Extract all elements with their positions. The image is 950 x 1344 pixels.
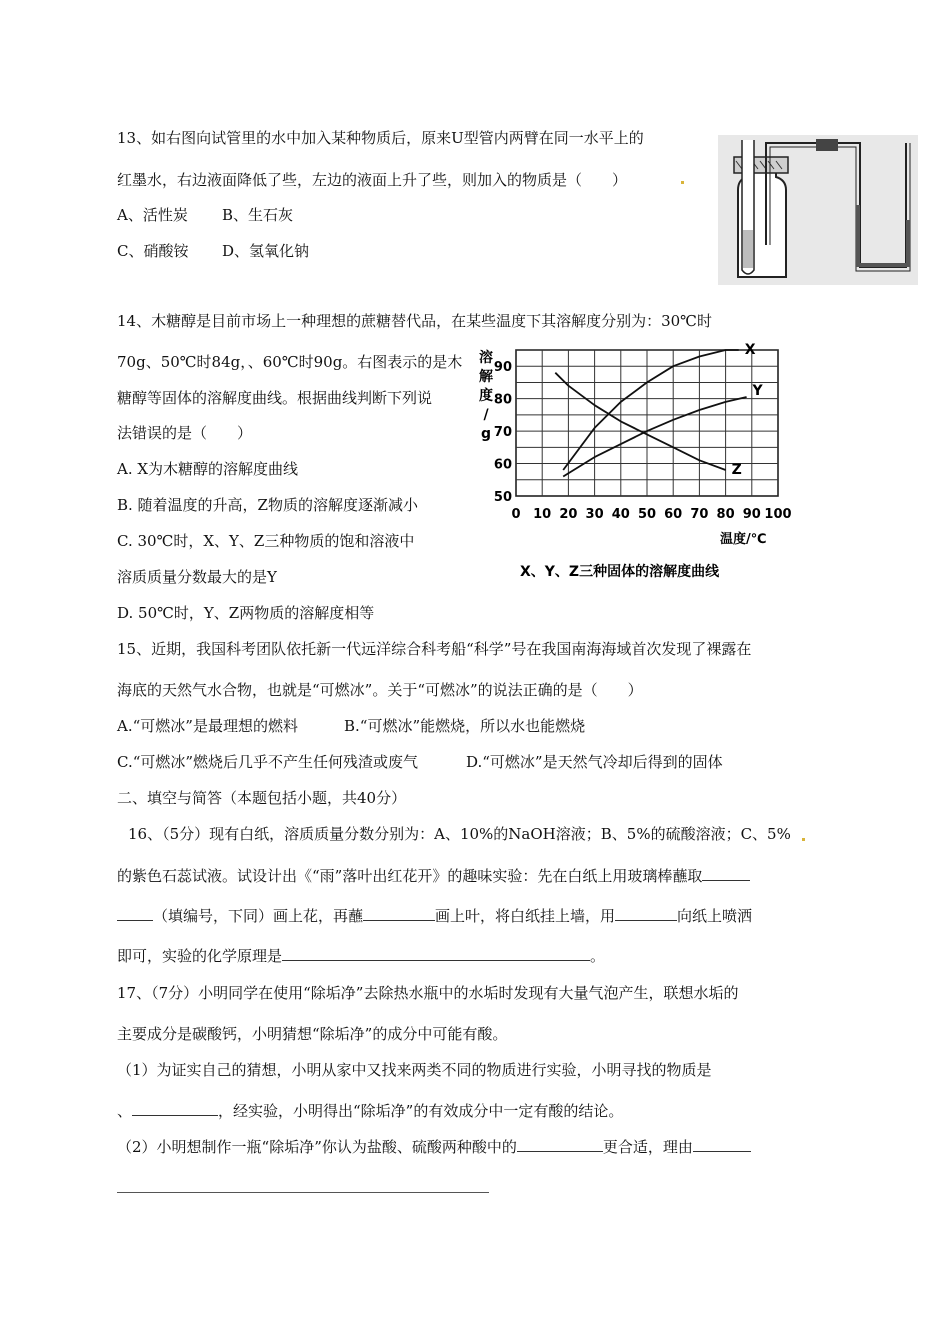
- q14-line3: 糖醇等固体的溶解度曲线。根据曲线判断下列说: [117, 389, 433, 407]
- curve-y: [563, 397, 746, 477]
- q16-line3-text: [117, 906, 752, 926]
- q13-line1: 13、如右图向试管里的水中加入某种物质后，原来U型管内两臂在同一水平上的: [117, 129, 644, 147]
- x-tick-label: 30: [585, 507, 604, 522]
- q17-blank-1[interactable]: [132, 1101, 218, 1116]
- y-label-char: 解: [479, 369, 493, 385]
- x-tick-label: 60: [664, 507, 683, 522]
- chart-y-ticks: [494, 360, 512, 505]
- q17-sub2-part-a: （2）小明想制作一瓶“除垢净”你认为盐酸、硫酸两种酸中的: [117, 1138, 517, 1156]
- q17-sub1-line2-text: [117, 1101, 623, 1121]
- x-tick-label: 20: [559, 507, 578, 522]
- q16-line2: 的紫色石蕊试液。试设计出《“雨”落叶出红花开》的趣味实验：先在白纸上用玻璃棒蘸取: [117, 867, 703, 885]
- q16-line4-part-a: 即可，实验的化学原理是: [117, 947, 283, 965]
- y-tick-label: 80: [493, 392, 512, 408]
- q16-line3-part-c: 向纸上喷洒: [677, 907, 753, 925]
- x-tick-label: 80: [716, 507, 735, 522]
- yellow-mark: [681, 181, 684, 184]
- y-tick-label: 60: [493, 457, 512, 473]
- q14-line1: 14、木糖醇是目前市场上一种理想的蔗糖替代品，在某些温度下其溶解度分别为：30℃时: [117, 312, 712, 330]
- q17-line2: 主要成分是碳酸钙，小明猜想“除垢净”的成分中可能有酸。: [117, 1025, 508, 1043]
- chart-curves: [555, 342, 763, 478]
- q13-option-b: B、生石灰: [222, 206, 294, 224]
- q17-blank-2[interactable]: [517, 1137, 603, 1152]
- y-tick-label: 50: [493, 490, 512, 505]
- x-tick-label: 10: [533, 507, 552, 522]
- y-label-char: /: [483, 407, 489, 423]
- q14-option-b: B. 随着温度的升高，Z物质的溶解度逐渐减小: [117, 496, 418, 514]
- q16-line1: 16、（5分）现有白纸，溶质质量分数分别为：A、10%的NaOH溶液；B、5%的硫酸溶液；C、5%: [128, 825, 791, 843]
- q16-line4-part-b: 。: [590, 947, 606, 965]
- chart-y-axis-label: [479, 349, 494, 442]
- chart-x-axis-label: 温度/℃: [720, 532, 767, 547]
- y-tick-label: 70: [493, 425, 512, 441]
- q13-option-a: A、活性炭: [117, 206, 188, 224]
- q16-line3-part-a: （填编号，下同）画上花，再蘸: [153, 907, 364, 925]
- q15-option-b: B.“可燃冰”能燃烧，所以水也能燃烧: [344, 717, 586, 735]
- x-tick-label: 70: [690, 507, 709, 522]
- q14-option-c-line2: 溶质质量分数最大的是Y: [117, 568, 277, 586]
- q16-line4-text: [117, 946, 605, 966]
- y-label-char: 度: [479, 388, 493, 404]
- x-tick-label: 40: [611, 507, 630, 522]
- q16-blank-1[interactable]: [702, 866, 750, 881]
- q16-blank-1-cont[interactable]: [117, 906, 153, 921]
- x-tick-label: 0: [511, 507, 521, 522]
- q15-option-d: D.“可燃冰”是天然气冷却后得到的固体: [466, 753, 723, 771]
- q17-sub1-part-b: 、: [117, 1102, 133, 1120]
- u-tube-apparatus-figure: [718, 135, 918, 285]
- q16-blank-4[interactable]: [282, 946, 590, 961]
- q17-line1: 17、（7分）小明同学在使用“除垢净”去除热水瓶中的水垢时发现有大量气泡产生，联想水垢的: [117, 984, 739, 1002]
- curve-x: [563, 350, 739, 470]
- q14-option-c-line1: C. 30℃时，X、Y、Z三种物质的饱和溶液中: [117, 532, 415, 550]
- q15-line2: 海底的天然气水合物，也就是“可燃冰”。关于“可燃冰”的说法正确的是（ ）: [117, 681, 643, 699]
- chart-x-ticks: [511, 507, 791, 522]
- q14-option-d: D. 50℃时，Y、Z两物质的溶解度相等: [117, 604, 375, 622]
- curve-label-y: Y: [752, 383, 763, 400]
- q16-line3-part-b: 画上叶，将白纸挂上墙，用: [435, 907, 616, 925]
- x-tick-label: 50: [637, 507, 657, 522]
- x-tick-label: 90: [742, 507, 761, 522]
- q15-line1: 15、近期，我国科考团队依托新一代远洋综合科考船“科学”号在我国南海海域首次发现了裸露在: [117, 640, 752, 658]
- x-tick-label: 100: [764, 507, 792, 522]
- curve-label-x: X: [744, 342, 756, 358]
- q13-line2: 红墨水，右边液面降低了些，左边的液面上升了些，则加入的物质是（ ）: [117, 171, 628, 189]
- q16-blank-3[interactable]: [615, 906, 677, 921]
- q14-option-a: A. X为木糖醇的溶解度曲线: [117, 460, 299, 478]
- q14-line2: 70g、50℃时84g，、60℃时90g。右图表示的是木: [117, 353, 463, 371]
- y-tick-label: 90: [493, 360, 512, 376]
- q16-blank-2[interactable]: [363, 906, 435, 921]
- solubility-chart: [472, 338, 802, 588]
- q17-sub2-part-b: 更合适，理由: [602, 1138, 693, 1156]
- q17-sub1-line1: （1）为证实自己的猜想，小明从家中又找来两类不同的物质进行实验，小明寻找的物质是: [117, 1061, 712, 1079]
- q13-option-d: D、氢氧化钠: [222, 242, 310, 260]
- curve-label-z: Z: [731, 462, 742, 479]
- q17-sub2-line1-text: [117, 1137, 751, 1157]
- section-2-heading: 二、填空与简答（本题包括小题，共40分）: [117, 789, 407, 807]
- yellow-mark: [802, 838, 805, 841]
- q15-option-a: A.“可燃冰”是最理想的燃料: [117, 717, 298, 735]
- y-label-char: g: [480, 426, 492, 442]
- q17-blank-3[interactable]: [693, 1137, 751, 1152]
- q17-sub1-part-c: ，经实验，小明得出“除垢净”的有效成分中一定有酸的结论。: [218, 1102, 624, 1120]
- y-label-char: 溶: [479, 350, 493, 366]
- q16-line2-text: [117, 866, 750, 886]
- q15-option-c: C.“可燃冰”燃烧后几乎不产生任何残渣或废气: [117, 753, 419, 771]
- q14-line4: 法错误的是（ ）: [117, 424, 253, 442]
- q17-blank-3-cont[interactable]: [117, 1192, 489, 1193]
- chart-title: X、Y、Z三种固体的溶解度曲线: [520, 564, 720, 580]
- q13-option-c: C、硝酸铵: [117, 242, 189, 260]
